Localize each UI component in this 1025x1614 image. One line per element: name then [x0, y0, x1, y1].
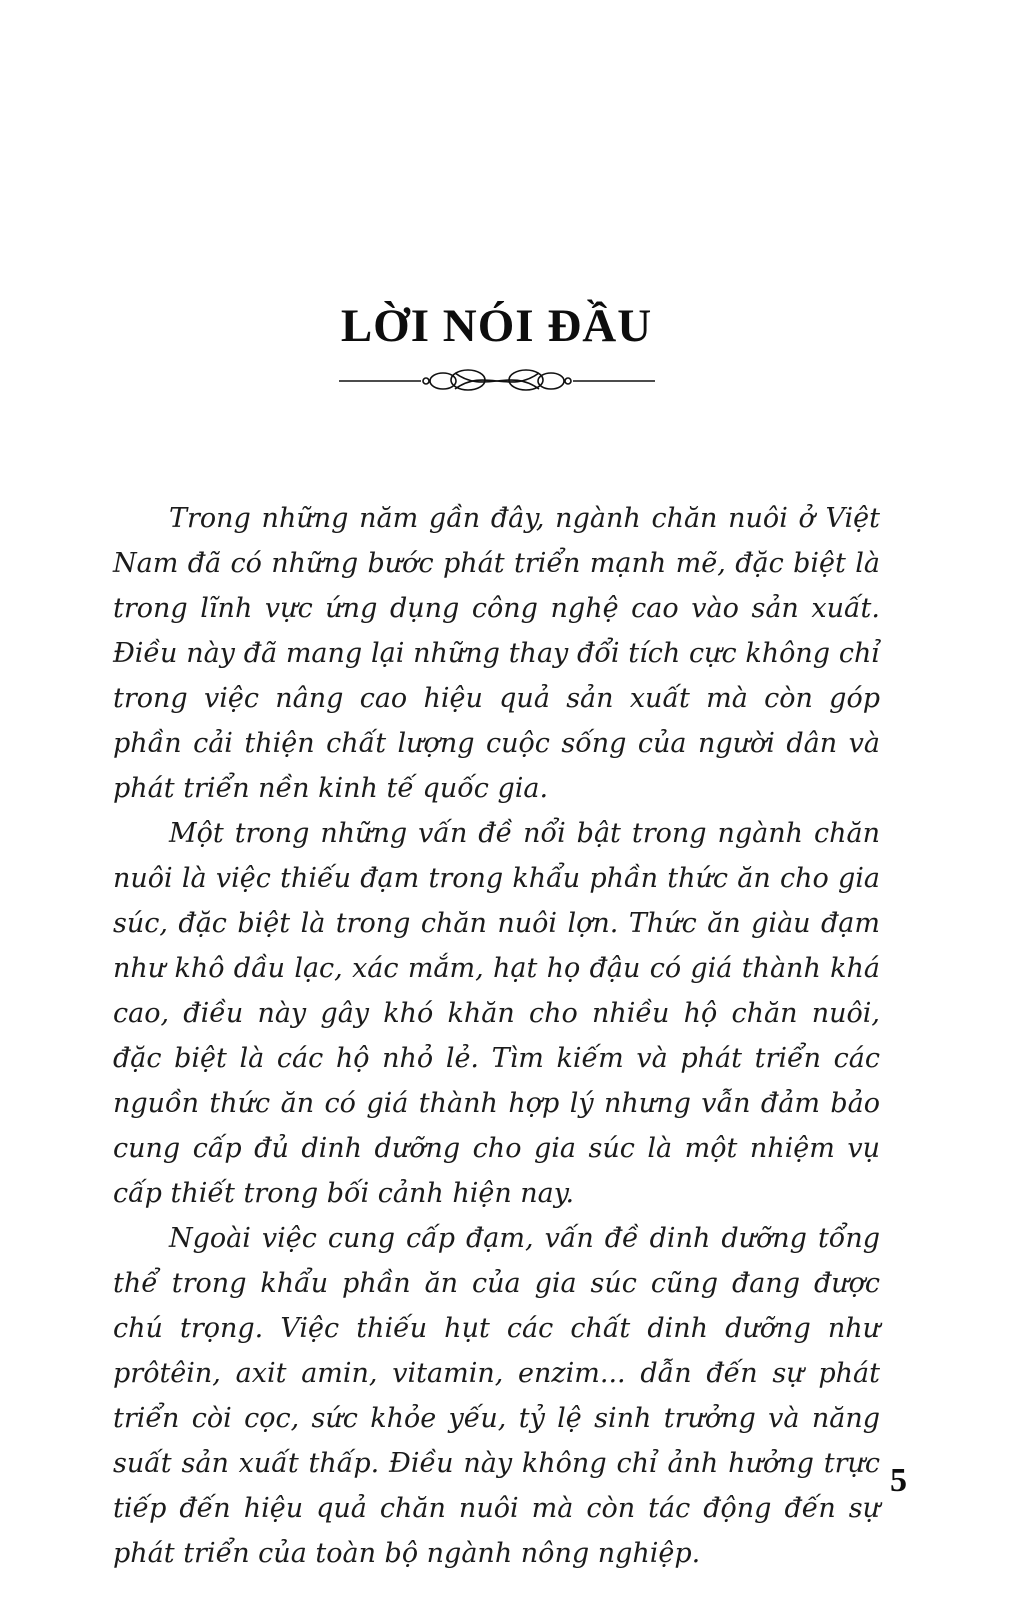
divider-flourish-icon	[337, 364, 657, 398]
page-number: 5	[890, 1462, 907, 1499]
paragraph: Ngoài việc cung cấp đạm, vấn đề dinh dưỡng tổng thể trong khẩu phần ăn của gia súc cũng đang được chú trọng. Việc thiếu hụt các chất dinh dưỡng như prôtêin, axit amin, vitamin, enzim... dẫn đến sự phát triển còi cọc, sức khỏe yếu, tỷ lệ sinh trưởng và năng suất sản xuất thấp. Điều này không chỉ ảnh hưởng trực tiếp đến hiệu quả chăn nuôi mà còn tác động đến sự phát triển của toàn bộ ngành nông nghiệp.	[113, 1223, 880, 1569]
paragraph: Trong những năm gần đây, ngành chăn nuôi ở Việt Nam đã có những bước phát triển mạnh mẽ, đặc biệt là trong lĩnh vực ứng dụng công nghệ cao vào sản xuất. Điều này đã mang lại những thay đổi tích cực không chỉ trong việc nâng cao hiệu quả sản xuất mà còn góp phần cải thiện chất lượng cuộc sống của người dân và phát triển nền kinh tế quốc gia.	[113, 503, 880, 804]
paragraph: Một trong những vấn đề nổi bật trong ngành chăn nuôi là việc thiếu đạm trong khẩu phần thức ăn cho gia súc, đặc biệt là trong chăn nuôi lợn. Thức ăn giàu đạm như khô dầu lạc, xác mắm, hạt họ đậu có giá thành khá cao, điều này gây khó khăn cho nhiều hộ chăn nuôi, đặc biệt là các hộ nhỏ lẻ. Tìm kiếm và phát triển các nguồn thức ăn có giá thành hợp lý nhưng vẫn đảm bảo cung cấp đủ dinh dưỡng cho gia súc là một nhiệm vụ cấp thiết trong bối cảnh hiện nay.	[113, 818, 880, 1209]
title-divider	[113, 364, 880, 398]
preface-body	[113, 496, 880, 1576]
page-title: LỜI NÓI ĐẦU	[340, 300, 653, 352]
